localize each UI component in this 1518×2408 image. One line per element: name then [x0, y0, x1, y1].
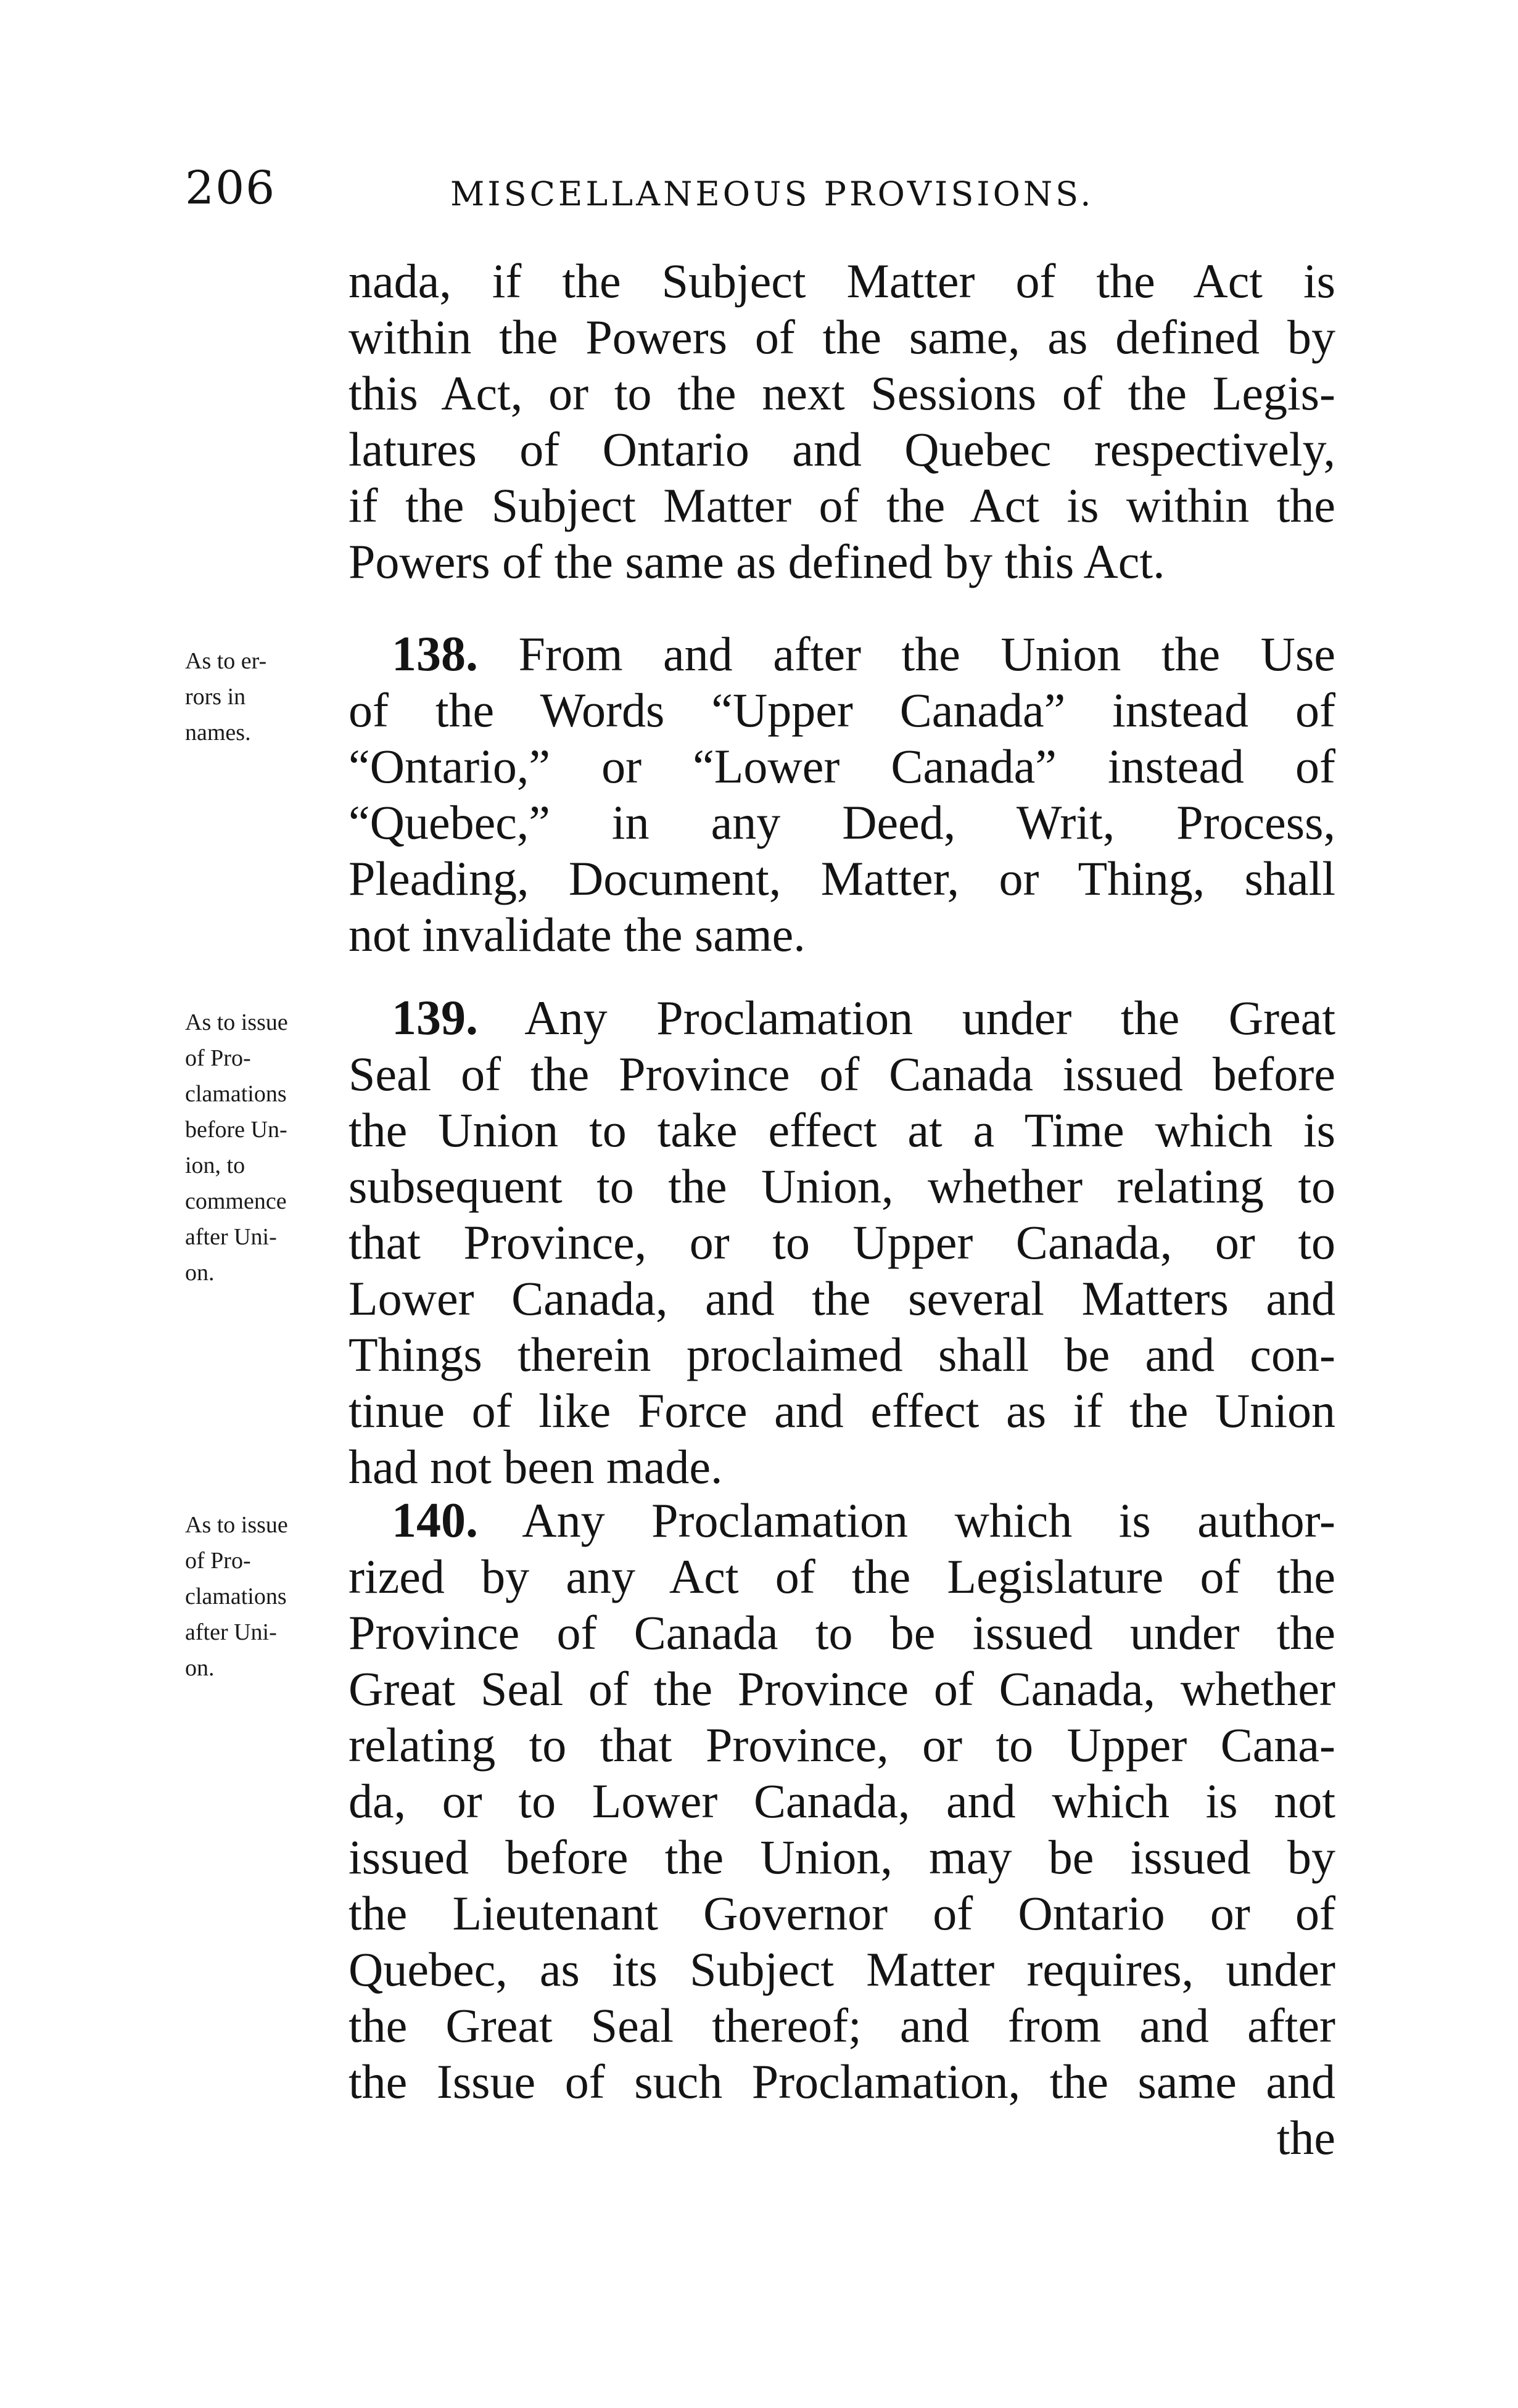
- marginal-note-line: on.: [185, 1260, 215, 1286]
- section-number: 140.: [392, 1494, 478, 1548]
- marginal-note: [185, 1005, 339, 1291]
- marginal-note-line: before Un-: [185, 1117, 287, 1143]
- text-line: Great Seal of the Province of Canada, whether: [349, 1662, 1335, 1716]
- section-first-line: [349, 626, 1335, 682]
- text-line: “Quebec,” in any Deed, Writ, Process,: [349, 795, 1335, 849]
- section-number: 139.: [392, 991, 478, 1045]
- text-line: latures of Ontario and Quebec respectively,: [349, 422, 1335, 476]
- text-line: not invalidate the same.: [349, 908, 806, 961]
- text-line: the Issue of such Proclamation, the same and: [349, 2055, 1335, 2108]
- text-line: if the Subject Matter of the Act is within the: [349, 479, 1335, 532]
- marginal-note-line: ion, to: [185, 1153, 245, 1178]
- text-line: the Union to take effect at a Time which is: [349, 1103, 1335, 1157]
- marginal-note: [185, 1507, 339, 1686]
- marginal-note-line: after Uni-: [185, 1619, 277, 1645]
- text-line: da, or to Lower Canada, and which is not: [349, 1774, 1335, 1828]
- text-line: the Lieutenant Governor of Ontario or of: [349, 1886, 1335, 1940]
- marginal-note-line: As to issue: [185, 1512, 288, 1538]
- text-line: of the Words “Upper Canada” instead of: [349, 683, 1335, 737]
- text-line: Things therein proclaimed shall be and con-: [349, 1328, 1335, 1381]
- marginal-note-line: of Pro-: [185, 1548, 251, 1574]
- marginal-note-line: As to issue: [185, 1009, 288, 1035]
- text-line: nada, if the Subject Matter of the Act is: [349, 254, 1335, 308]
- text-line: “Ontario,” or “Lower Canada” instead of: [349, 739, 1335, 793]
- text-line: had not been made.: [349, 1440, 723, 1494]
- marginal-note-line: rors in: [185, 684, 246, 710]
- marginal-note-line: names.: [185, 720, 251, 746]
- marginal-note-line: clamations: [185, 1081, 287, 1107]
- marginal-note-line: after Uni-: [185, 1224, 277, 1250]
- section-first-line: [349, 990, 1335, 1046]
- marginal-note-line: clamations: [185, 1584, 287, 1609]
- section-first-text: Any Proclamation under the Great: [524, 991, 1335, 1045]
- section-body: [349, 1492, 1335, 2166]
- section-body: [349, 990, 1335, 1495]
- text-line: rized by any Act of the Legislature of the: [349, 1550, 1335, 1603]
- page-header: [0, 157, 1518, 225]
- text-line: within the Powers of the same, as defined by: [349, 310, 1335, 364]
- section-number: 138.: [392, 627, 478, 681]
- marginal-note: [185, 643, 339, 750]
- running-head: MISCELLANEOUS PROVISIONS.: [450, 175, 1094, 213]
- text-line: issued before the Union, may be issued by: [349, 1830, 1335, 1884]
- text-line: Seal of the Province of Canada issued before: [349, 1047, 1335, 1101]
- section-first-text: Any Proclamation which is author-: [522, 1494, 1335, 1547]
- section-body: [349, 626, 1335, 963]
- text-line: subsequent to the Union, whether relating to: [349, 1159, 1335, 1213]
- text-line: tinue of like Force and effect as if the Union: [349, 1384, 1335, 1437]
- marginal-note-line: commence: [185, 1188, 287, 1214]
- text-line: the Great Seal thereof; and from and after: [349, 1999, 1335, 2052]
- text-line: Province of Canada to be issued under the: [349, 1606, 1335, 1659]
- text-line: Lower Canada, and the several Matters and: [349, 1272, 1335, 1325]
- marginal-note-line: of Pro-: [185, 1045, 251, 1071]
- text-line: relating to that Province, or to Upper Cana-: [349, 1718, 1335, 1772]
- marginal-note-line: on.: [185, 1655, 215, 1681]
- catchword: the: [1276, 2111, 1335, 2164]
- marginal-note-line: As to er-: [185, 648, 267, 674]
- text-line: Powers of the same as defined by this Act.: [349, 535, 1165, 588]
- text-line: that Province, or to Upper Canada, or to: [349, 1215, 1335, 1269]
- text-line: this Act, or to the next Sessions of the Legis-: [349, 366, 1335, 420]
- text-line: Quebec, as its Subject Matter requires, under: [349, 1942, 1335, 1996]
- section-first-text: From and after the Union the Use: [518, 627, 1335, 681]
- continued-paragraph: [349, 253, 1335, 590]
- text-line: Pleading, Document, Matter, or Thing, shall: [349, 852, 1335, 905]
- page-number: 206: [185, 162, 276, 215]
- section-first-line: [349, 1492, 1335, 1548]
